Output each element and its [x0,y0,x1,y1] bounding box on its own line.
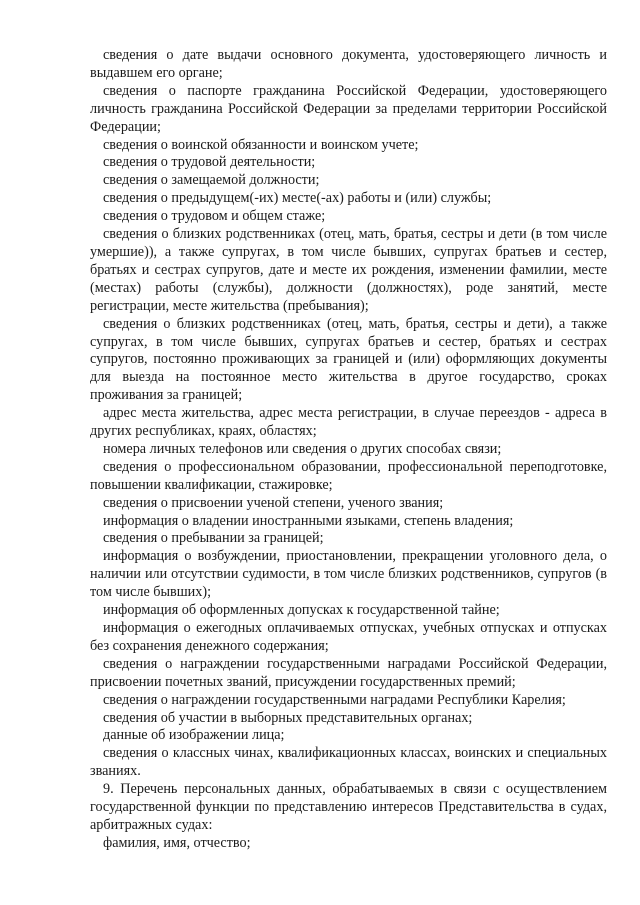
paragraph-14: информация о владении иностранными языками, степень владения; [103,512,514,529]
paragraph-4: сведения о трудовой деятельности; [103,154,316,171]
paragraph-21: сведения об участии в выборных представительных органах; [103,709,473,726]
paragraph-15: сведения о пребывании за границей; [103,530,324,547]
paragraph-18: информация о ежегодных оплачиваемых отпусках, учебных отпусках и отпусках без сохранения денежного содержания; [90,620,607,654]
paragraph-13: сведения о присвоении ученой степени, ученого звания; [103,494,444,511]
paragraph-11: номера личных телефонов или сведения о других способах связи; [103,440,502,457]
paragraph-22: данные об изображении лица; [103,727,285,744]
paragraph-3: сведения о воинской обязанности и воинском учете; [103,136,419,153]
paragraph-23: сведения о классных чинах, квалификационных классах, воинских и специальных званиях. [90,745,607,780]
paragraph-5: сведения о замещаемой должности; [103,172,320,189]
paragraph-6: сведения о предыдущем(-их) месте(-ах) работы и (или) службы; [103,190,492,207]
paragraph-16: информация о возбуждении, приостановлении, прекращении уголовного дела, о наличии или отсутствии судимости, в том числе близких родственников, супругов (в том числе бывших); [90,548,607,601]
paragraph-19: сведения о награждении государственными наградами Российской Федерации, присвоении почетных званий, присуждении государственных премий; [90,655,607,690]
paragraph-12: сведения о профессиональном образовании, профессиональной переподготовке, повышении квалификации, стажировке; [90,458,607,493]
paragraph-9: сведения о близких родственниках (отец, мать, братья, сестры и дети), а также супругах, в том числе бывших, супругах братьев и сестер, братьях и сестрах супругов, постоянно проживающих за границей и (или) оформляющих документы для выезда на постоянное место жительства в другое государство, сроках проживания за границей; [90,315,607,404]
paragraph-25: фамилия, имя, отчество; [103,834,251,851]
paragraph-10: адрес места жительства, адрес места регистрации, в случае переездов - адреса в других республиках, краях, областях; [90,405,607,440]
paragraph-1: сведения о дате выдачи основного документа, удостоверяющего личность и выдавшем его органе; [90,47,607,81]
paragraph-7: сведения о трудовом и общем стаже; [103,208,326,225]
paragraph-8: сведения о близких родственниках (отец, мать, братья, сестры и дети (в том числе умершие)), а также супругах, в том числе бывших, супругах братьев и сестер, братьях и сестрах супругов, дате и месте их рождения, изменении фамилии, месте (местах) работы (службы), должности (должностях), роде занятий, месте регистрации, месте жительства (пребывания); [90,226,607,314]
paragraph-17: информация об оформленных допусках к государственной тайне; [103,602,500,619]
paragraph-20: сведения о награждении государственными наградами Республики Карелия; [103,691,566,708]
paragraph-2: сведения о паспорте гражданина Российской Федерации, удостоверяющего личность гражданина Российской Федерации за пределами территории Российской Федерации; [90,82,607,135]
paragraph-24: 9. Перечень персональных данных, обрабатываемых в связи с осуществлением государственной функции по представлению интересов Представительства в судах, арбитражных судах: [90,781,607,833]
